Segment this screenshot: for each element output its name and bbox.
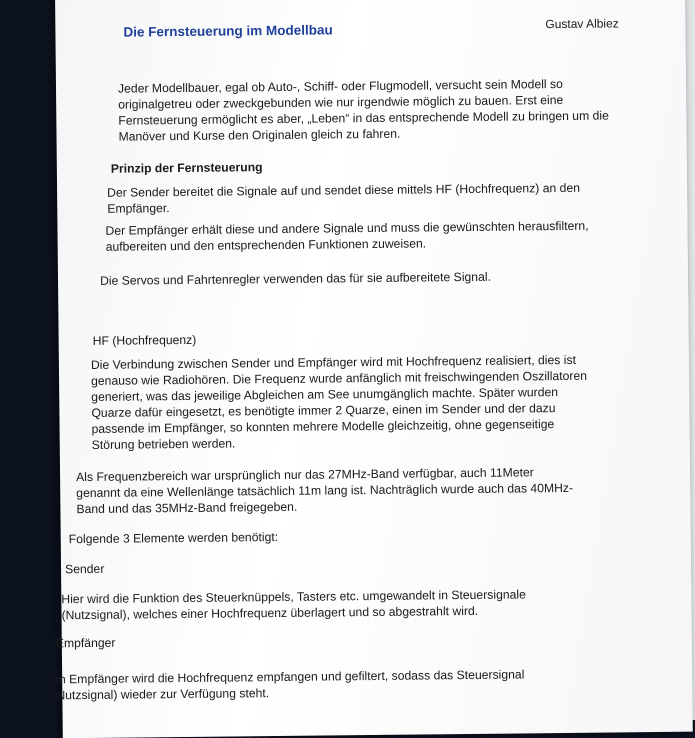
principle-line: Empfänger.	[107, 201, 170, 216]
principle-line: Der Empfänger erhält diese und andere Signale und muss die gewünschten herausfiltern,	[105, 218, 589, 238]
hf-line: genauso wie Radiohören. Die Frequenz wurde anfänglich mit freischwingenden Oszillatoren	[91, 368, 588, 388]
hf-paragraph-2	[76, 464, 573, 517]
principle-paragraph-2	[105, 218, 588, 255]
document-title: Die Fernsteuerung im Modellbau	[123, 22, 333, 40]
principle-line: Der Sender bereitet die Signale auf und sendet diese mittels HF (Hochfrequenz) an den	[107, 180, 581, 200]
hf-heading: HF (Hochfrequenz)	[92, 332, 197, 348]
principle-heading: Prinzip der Fernsteuerung	[110, 160, 263, 176]
intro-line: Fernsteuerung ermöglicht es aber, „Leben“ in das entsprechende Modell zu bringen um die	[118, 108, 609, 128]
receiver-heading: Empfänger	[55, 635, 116, 651]
principle-paragraph-3: Die Servos und Fahrtenregler verwenden das für sie aufbereitete Signal.	[99, 269, 491, 288]
sender-heading: Sender	[64, 561, 105, 577]
document-body	[52, 0, 693, 738]
hf-line: Die Verbindung zwischen Sender und Empfänger wird mit Hochfrequenz realisiert, dies ist	[90, 352, 577, 372]
sender-line: (Nutzsignal), welches einer Hochfrequenz überlagert und so abgestrahlt wird.	[61, 603, 479, 623]
hf-paragraph-1	[91, 352, 588, 453]
elements-intro: Folgende 3 Elemente werden benötigt:	[68, 529, 279, 547]
document-author: Gustav Albiez	[545, 16, 619, 32]
hf-line: passende im Empfänger, so konnten mehrere Modelle gleichzeitig, ohne gegenseitige	[91, 417, 555, 436]
hf-line: Band und das 35MHz-Band freigegeben.	[76, 499, 298, 517]
paper-sheet	[52, 0, 693, 738]
receiver-line: (Nutzsignal) wieder zur Verfügung steht.	[52, 686, 270, 703]
receiver-paragraph	[52, 666, 525, 703]
hf-line: Als Frequenzbereich war ursprünglich nur das 27MHz-Band verfügbar, auch 11Meter	[76, 465, 534, 485]
hf-line: genannt da eine Wellenlänge tatsächlich 11m lang ist. Nachträglich wurde auch das 40MHz-	[76, 480, 574, 501]
hf-line: Quarze dafür eingesetzt, es benötigte immer 2 Quarze, einen im Sender und der dazu	[91, 401, 556, 420]
intro-paragraph	[118, 76, 609, 145]
principle-paragraph-1	[107, 180, 580, 217]
hf-line: Störung betrieben werden.	[91, 436, 236, 452]
principle-line: aufbereiten und den entsprechenden Funktionen zuweisen.	[105, 236, 427, 254]
sender-line: Hier wird die Funktion des Steuerknüppels, Tasters etc. umgewandelt in Steuersignale	[61, 587, 526, 607]
sender-paragraph	[61, 586, 526, 623]
intro-line: originalgetreu oder zweckgebunden wie nur irgendwie möglich zu bauen. Erst eine	[118, 92, 564, 112]
hf-line: generiert, was das jeweilige Abgleichen am See unumgänglich machte. Später wurden	[91, 385, 559, 404]
receiver-line: Im Empfänger wird die Hochfrequenz empfangen und gefiltert, sodass das Steuersignal	[52, 667, 525, 687]
intro-line: Jeder Modellbauer, egal ob Auto-, Schiff- oder Flugmodell, versucht sein Modell so	[117, 76, 563, 96]
intro-line: Manöver und Kurse den Originalen gleich zu fahren.	[118, 126, 401, 144]
